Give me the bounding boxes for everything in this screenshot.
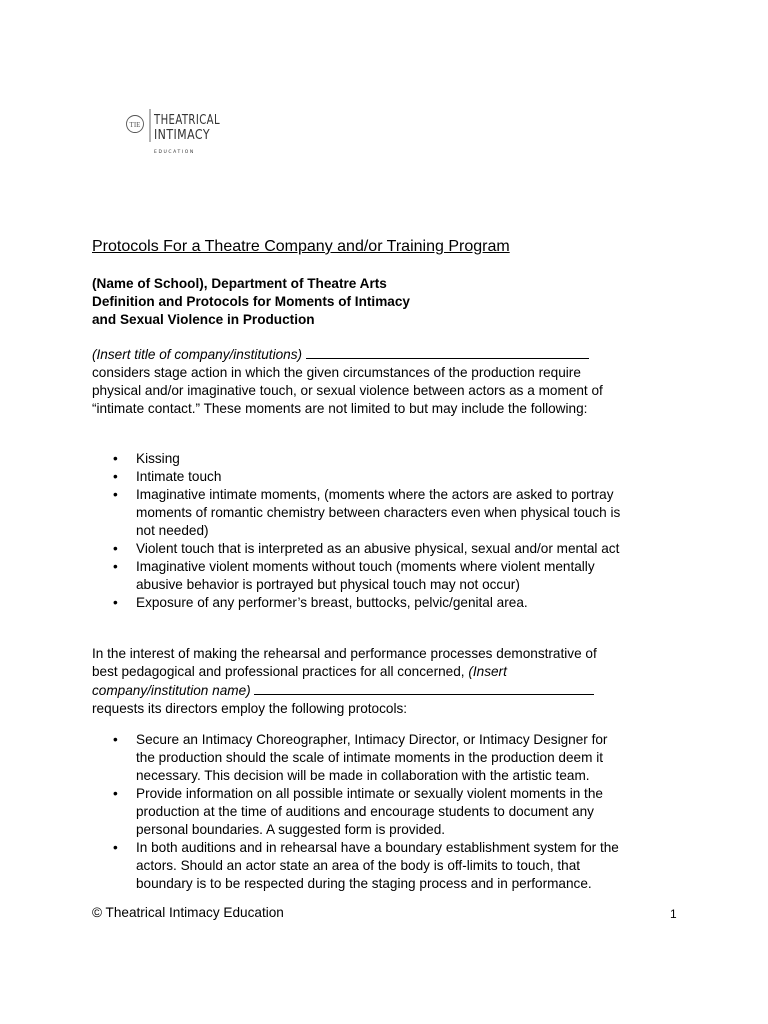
interest-line: best pedagogical and professional practices for all concerned, bbox=[92, 664, 469, 679]
list-item: • Exposure of any performer’s breast, buttocks, pelvic/genital area. bbox=[113, 595, 528, 610]
logo-line-3: EDUCATION bbox=[154, 150, 195, 155]
heading-line: and Sexual Violence in Production bbox=[92, 312, 315, 327]
interest-line: requests its directors employ the following protocols: bbox=[92, 701, 408, 716]
theatrical-intimacy-education-logo-icon bbox=[124, 106, 234, 156]
interest-line: In the interest of making the rehearsal and performance processes demonstrative of bbox=[92, 646, 597, 661]
list-item: • Kissing bbox=[113, 451, 180, 466]
bullet-icon: • bbox=[113, 559, 118, 574]
bullet-icon: • bbox=[113, 469, 118, 484]
page-number: 1 bbox=[670, 907, 677, 921]
bullet-icon: • bbox=[113, 732, 118, 747]
heading-line: Definition and Protocols for Moments of Intimacy bbox=[92, 294, 410, 309]
intro-line: physical and/or imaginative touch, or sexual violence between actors as a moment of bbox=[92, 383, 603, 398]
footer-copyright: © Theatrical Intimacy Education bbox=[92, 905, 284, 920]
interest-paragraph bbox=[92, 645, 692, 718]
document-heading bbox=[92, 275, 410, 329]
page-title: Protocols For a Theatre Company and/or Training Program bbox=[92, 238, 510, 255]
logo-line-2: INTIMACY bbox=[154, 128, 210, 143]
intro-paragraph bbox=[92, 345, 692, 418]
list-item: • Intimate touch bbox=[113, 469, 222, 484]
protocols-list bbox=[92, 731, 619, 893]
bullet-icon: • bbox=[113, 786, 118, 801]
list-item: • Imaginative intimate moments, (moments where the actors are asked to portray moments of romantic chemistry between characters even when physical touch is not needed) bbox=[113, 487, 621, 538]
bullet-icon: • bbox=[113, 541, 118, 556]
list-item: • Provide information on all possible intimate or sexually violent moments in the production at the time of auditions and encourage students to document any personal boundaries. A suggested form is provided. bbox=[113, 786, 603, 837]
insert-label: (Insert bbox=[468, 664, 507, 679]
bullet-icon: • bbox=[113, 487, 118, 502]
list-item: • Secure an Intimacy Choreographer, Intimacy Director, or Intimacy Designer for the production should the scale of intimate moments in the production deem it necessary. This decision will be made in collaboration with the artistic team. bbox=[113, 732, 608, 783]
bullet-icon: • bbox=[113, 595, 118, 610]
bullet-icon: • bbox=[113, 840, 118, 855]
intro-line: “intimate contact.” These moments are not limited to but may include the following: bbox=[92, 401, 588, 416]
insert-company-label: (Insert title of company/institutions) bbox=[92, 347, 303, 362]
bullet-icon: • bbox=[113, 451, 118, 466]
list-item: • Imaginative violent moments without touch (moments where violent mentally abusive behavior is portrayed but physical touch may not occur) bbox=[113, 559, 595, 592]
logo-line-1: THEATRICAL bbox=[153, 113, 221, 128]
list-item: • Violent touch that is interpreted as an abusive physical, sexual and/or mental act bbox=[113, 541, 620, 556]
intro-line: considers stage action in which the given circumstances of the production require bbox=[92, 365, 581, 380]
logo-monogram: TIE bbox=[129, 121, 141, 129]
company-name-blank bbox=[254, 681, 594, 695]
company-name-blank bbox=[306, 345, 589, 359]
insert-company-name-label: company/institution name) bbox=[92, 683, 251, 698]
heading-line: (Name of School), Department of Theatre Arts bbox=[92, 276, 387, 291]
intimate-moments-list bbox=[92, 450, 620, 612]
list-item: • In both auditions and in rehearsal have a boundary establishment system for the actors. Should an actor state an area of the body is off-limits to touch, that boundary is to be respected during the staging process and in performance. bbox=[113, 840, 619, 891]
